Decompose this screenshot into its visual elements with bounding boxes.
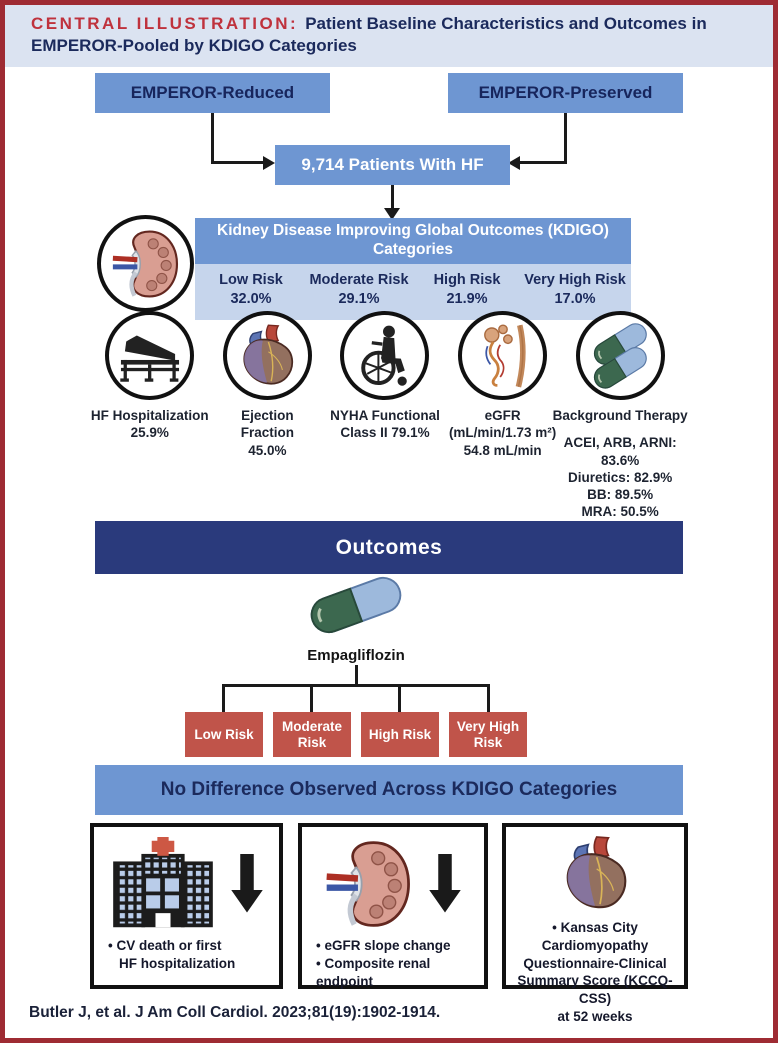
arrow-right-icon (263, 156, 275, 170)
header-eyebrow: CENTRAL ILLUSTRATION: (31, 14, 299, 33)
endpoint-box-renal (298, 823, 488, 989)
endpoint-text (302, 935, 484, 990)
kdigo-title: Kidney Disease Improving Global Outcomes (KDIGO) Categories (195, 218, 631, 264)
connector-line (391, 185, 394, 210)
endpoint-line: • eGFR slope change (316, 938, 451, 953)
figure-header (5, 5, 773, 67)
kdigo-category-low (197, 271, 305, 309)
endpoint-icons (506, 831, 684, 917)
kidney-badge (97, 215, 194, 312)
endpoint-icons (94, 833, 279, 935)
baseline-background-therapy (552, 311, 688, 521)
nephron-icon (468, 321, 538, 391)
risk-group-label: Moderate Risk (281, 718, 342, 750)
kdigo-category-high (413, 271, 521, 309)
tree-drop-line (310, 684, 313, 714)
endpoint-text (506, 917, 684, 1026)
heart-icon (547, 832, 643, 916)
label-line: HF Hospitalization (90, 408, 209, 423)
baseline-label (547, 407, 693, 521)
label-line: 45.0% (248, 442, 287, 458)
icon-circle (458, 311, 547, 400)
risk-group-label: High Risk (368, 726, 432, 742)
page-title: Patient Baseline Characteristics and Outcomes in EMPEROR-Pooled by KDIGO Categories (31, 14, 707, 56)
therapy-line: MRA: 50.5% (581, 504, 659, 520)
endpoint-icons (302, 833, 484, 935)
category-value: 17.0% (554, 290, 596, 307)
therapy-line: BB: 89.5% (587, 487, 654, 503)
endpoint-text (94, 935, 279, 973)
label-line: eGFR (484, 408, 521, 423)
label-line: Class II 79.1% (340, 425, 430, 441)
kdigo-category-moderate (305, 271, 413, 309)
baseline-hf-hospitalization (91, 311, 209, 521)
therapy-line: Diuretics: 82.9% (568, 469, 673, 485)
tree-drop-line (222, 684, 225, 714)
emperor-preserved-box (448, 73, 683, 113)
endpoint-line: • Kansas City Cardiomyopathy (541, 920, 649, 953)
baseline-nyha-class (326, 311, 444, 521)
risk-group-label: Low Risk (194, 726, 254, 742)
label-line: (mL/min/1.73 m²) (448, 425, 557, 441)
capsule-icon (304, 570, 408, 640)
baseline-characteristics-row (90, 311, 688, 521)
connector-line (211, 113, 214, 164)
down-arrow-icon (427, 843, 463, 925)
emperor-preserved-label: EMPEROR-Preserved (478, 83, 653, 102)
outcomes-banner (95, 521, 683, 574)
patients-label: 9,714 Patients With HF (301, 155, 484, 174)
category-label: High Risk (433, 271, 501, 288)
category-label: Moderate Risk (309, 271, 409, 288)
endpoint-line: • Composite renal endpoint (316, 955, 431, 989)
icon-circle (576, 311, 665, 400)
category-value: 21.9% (446, 290, 488, 307)
endpoint-line: HF hospitalization (119, 955, 236, 971)
label-line: 25.9% (130, 425, 169, 441)
kidney-icon (323, 838, 415, 930)
connector-line (211, 161, 263, 164)
heart-icon (232, 321, 302, 391)
therapy-list (547, 434, 693, 520)
risk-group-moderate (273, 712, 351, 757)
empagliflozin-capsule (308, 585, 404, 643)
connector-line (564, 113, 567, 164)
baseline-egfr (444, 311, 562, 521)
tree-drop-line (398, 684, 401, 714)
hospital-icon (109, 837, 217, 931)
tree-branch-line (222, 684, 490, 687)
therapy-line: 83.6% (601, 452, 640, 468)
risk-group-very-high (449, 712, 527, 757)
endpoint-line: at 52 weeks (557, 1009, 633, 1025)
endpoint-line: Questionnaire-Clinical (523, 955, 667, 971)
kdigo-panel (195, 218, 631, 320)
connector-line (519, 161, 567, 164)
hospital-bed-icon (117, 323, 183, 389)
endpoint-box-cv-death (90, 823, 283, 989)
capsules-icon (585, 321, 655, 391)
patients-box (275, 145, 510, 185)
category-label: Low Risk (219, 271, 283, 288)
label-line: 54.8 mL/min (463, 442, 542, 458)
wheelchair-icon (352, 323, 418, 389)
no-difference-banner (95, 765, 683, 815)
emperor-reduced-box (95, 73, 330, 113)
label-line: Fraction (240, 425, 295, 441)
down-arrow-icon (229, 843, 265, 925)
label-line: NYHA Functional (330, 408, 440, 423)
icon-circle (223, 311, 312, 400)
kidney-icon (110, 228, 182, 300)
category-value: 32.0% (230, 290, 272, 307)
tree-stem-line (355, 665, 358, 686)
endpoint-line: • CV death or first (108, 938, 222, 953)
category-value: 29.1% (338, 290, 380, 307)
emperor-reduced-label: EMPEROR-Reduced (130, 83, 295, 102)
risk-group-low (185, 712, 263, 757)
icon-circle (340, 311, 429, 400)
no-difference-label: No Difference Observed Across KDIGO Categories (160, 779, 618, 800)
label-line: Ejection (241, 408, 294, 423)
endpoint-box-kccq (502, 823, 688, 1025)
citation: Butler J, et al. J Am Coll Cardiol. 2023;81(19):1902-1914. (29, 1004, 441, 1021)
label-line: Background Therapy (552, 408, 688, 423)
risk-group-high (361, 712, 439, 757)
baseline-ejection-fraction (209, 311, 327, 521)
endpoint-line: Summary Score (KCCQ-CSS) (517, 973, 673, 1007)
icon-circle (105, 311, 194, 400)
outcomes-banner-label: Outcomes (335, 535, 443, 559)
drug-label: Empagliflozin (307, 647, 405, 664)
risk-group-label: Very High Risk (456, 718, 520, 750)
kdigo-category-very-high (521, 271, 629, 309)
tree-drop-line (487, 684, 490, 714)
category-label: Very High Risk (524, 271, 626, 288)
therapy-line: ACEI, ARB, ARNI: (563, 435, 677, 451)
